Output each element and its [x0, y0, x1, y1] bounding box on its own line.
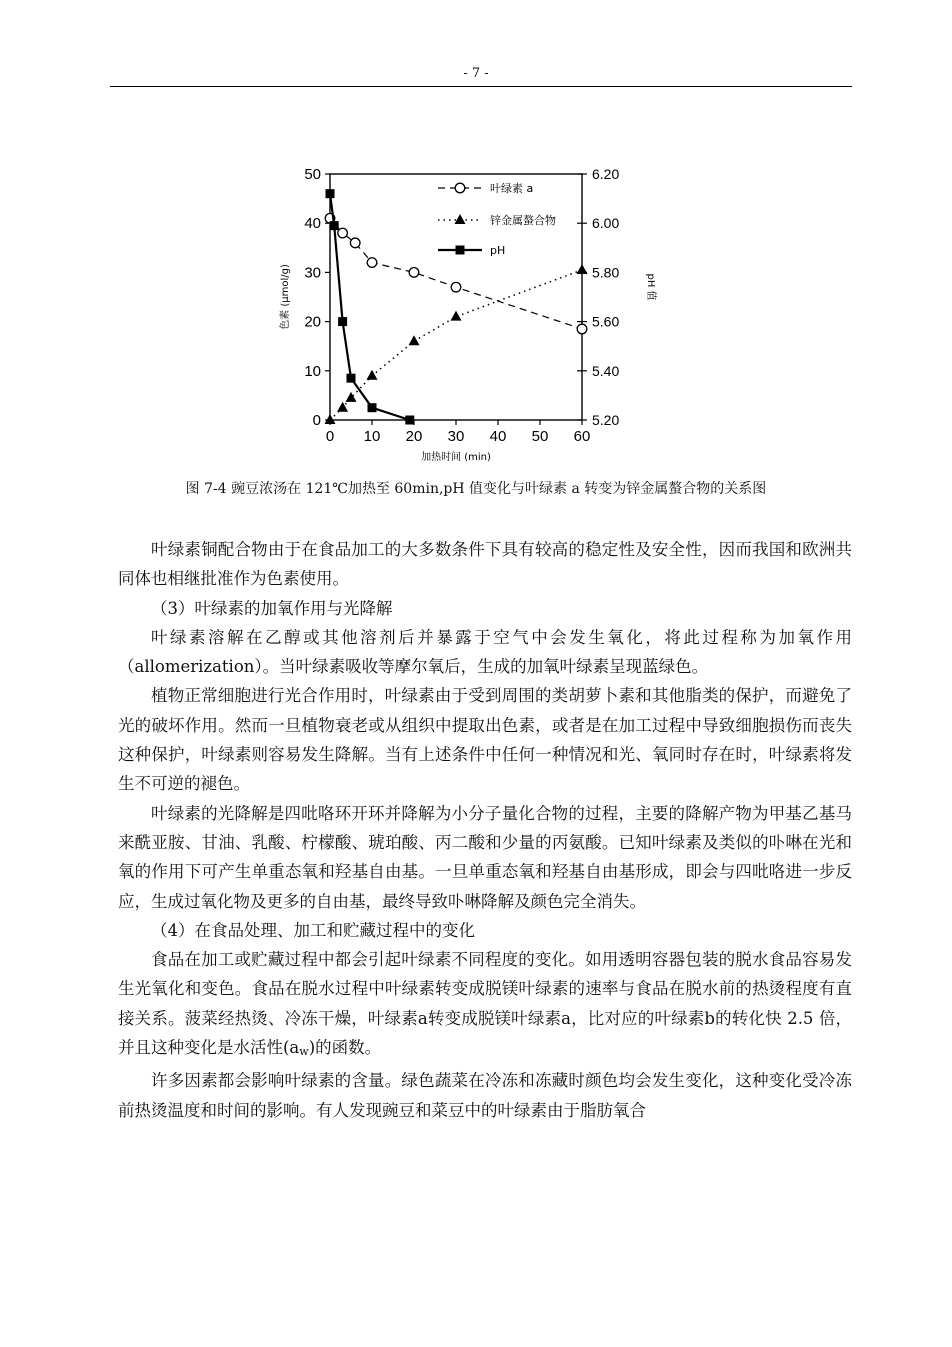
- x-axis-label: 加热时间 (min): [421, 452, 491, 463]
- series-0-point: [409, 268, 419, 278]
- y-tick-label: 50: [304, 166, 321, 183]
- y-tick-label: 0: [312, 412, 321, 429]
- y2-tick-label: 5.40: [592, 362, 620, 379]
- y-axis-label: 色素 (μmol/g): [280, 264, 291, 330]
- series-0-point: [451, 282, 461, 292]
- legend-label-2: pH: [490, 244, 506, 257]
- page-number: - 7 -: [463, 66, 489, 81]
- paragraph-5-text: 食品在加工或贮藏过程中都会引起叶绿素不同程度的变化。如用透明容器包装的脱水食品容易发生光氧化和变色。食品在脱水过程中叶绿素转变成脱镁叶绿素的速率与食品在脱水前的热烫程度有直接关系。菠菜经热烫、冷冻干燥，叶绿素a转变成脱镁叶绿素a，比对应的叶绿素b的转化快 2.5 倍，并且这种变化是水活性(a: [118, 950, 852, 1058]
- water-activity-subscript: w: [299, 1045, 309, 1059]
- y2-tick-label: 6.00: [592, 215, 620, 232]
- plot-frame: [330, 174, 582, 420]
- y2-tick-label: 5.60: [592, 313, 620, 330]
- y-tick-label: 30: [304, 264, 321, 282]
- y-tick-label: 20: [304, 313, 321, 331]
- x-tick-label: 20: [405, 428, 423, 445]
- y2-tick-label: 6.20: [592, 166, 620, 182]
- legend-marker-2: [456, 246, 465, 255]
- series-1-point: [337, 402, 348, 412]
- y2-tick-label: 5.80: [592, 264, 620, 281]
- section-heading-3: （3）叶绿素的加氧作用与光降解: [151, 598, 393, 618]
- y2-tick-label: 5.20: [592, 412, 620, 428]
- series-2-point: [330, 221, 339, 230]
- series-1-point: [367, 370, 378, 380]
- series-2-point: [338, 317, 347, 326]
- legend-marker-0: [455, 183, 465, 193]
- paragraph-3: 植物正常细胞进行光合作用时，叶绿素由于受到周围的类胡萝卜素和其他脂类的保护，而避免了光的破坏作用。然而一旦植物衰老或从组织中提取出色素，或者是在加工过程中导致细胞损伤而丧失这种保护，叶绿素则容易发生降解。当有上述条件中任何一种情况和光、氧同时存在时，叶绿素将发生不可逆的褪色。: [118, 686, 852, 794]
- paragraph-5-end: )的函数。: [308, 1038, 382, 1058]
- x-tick-label: 0: [325, 428, 335, 445]
- legend-label-0: 叶绿素 a: [490, 182, 534, 195]
- x-tick-label: 30: [447, 428, 465, 445]
- paragraph-2: 叶绿素溶解在乙醇或其他溶剂后并暴露于空气中会发生氧化，将此过程称为加氧作用（allomerization）。当叶绿素吸收等摩尔氧后，生成的加氧叶绿素呈现蓝绿色。: [118, 627, 852, 677]
- paragraph-6: 许多因素都会影响叶绿素的含量。绿色蔬菜在冷冻和冻藏时颜色均会发生变化，这种变化受冷冻前热烫温度和时间的影响。有人发现豌豆和菜豆中的叶绿素由于脂肪氧合: [118, 1071, 852, 1120]
- x-tick-label: 10: [363, 428, 381, 445]
- section-heading-4: （4）在食品处理、加工和贮藏过程中的变化: [151, 920, 475, 940]
- legend-marker-1: [455, 214, 466, 224]
- y-tick-label: 10: [304, 362, 321, 380]
- series-2-point: [368, 403, 377, 412]
- series-0-point: [577, 324, 587, 334]
- series-2-point: [347, 374, 356, 383]
- series-1-point: [451, 311, 462, 321]
- series-0-point: [350, 238, 360, 248]
- chart: [260, 150, 680, 480]
- figure-caption: 图 7-4 豌豆浓汤在 121℃加热至 60min,pH 值变化与叶绿素 a 转变为锌金属螯合物的关系图: [185, 481, 767, 497]
- body-text: [118, 535, 852, 1125]
- paragraph-1: 叶绿素铜配合物由于在食品加工的大多数条件下具有较高的稳定性及安全性，因而我国和欧洲共同体也相继批准作为色素使用。: [118, 540, 852, 589]
- series-0-point: [338, 228, 348, 238]
- x-tick-label: 50: [531, 428, 549, 445]
- legend-label-1: 锌金属螯合物: [490, 214, 556, 227]
- series-1-point: [409, 335, 420, 345]
- y-tick-label: 40: [304, 215, 321, 233]
- y2-axis-label: pH 值: [645, 273, 656, 301]
- series-2-point: [405, 416, 414, 425]
- series-2-point: [326, 189, 335, 198]
- x-tick-label: 40: [489, 428, 507, 445]
- header-rule: [110, 86, 852, 87]
- figure: [260, 150, 680, 480]
- x-tick-label: 60: [573, 428, 591, 445]
- series-1-point: [346, 392, 357, 402]
- paragraph-5: [118, 945, 852, 1066]
- paragraph-4: 叶绿素的光降解是四吡咯环开环并降解为小分子量化合物的过程，主要的降解产物为甲基乙基马来酰亚胺、甘油、乳酸、柠檬酸、琥珀酸、丙二酸和少量的丙氨酸。已知叶绿素及类似的卟啉在光和氧的作用下可产生单重态氧和羟基自由基。一旦单重态氧和羟基自由基形成，即会与四吡咯进一步反应，生成过氧化物及更多的自由基，最终导致卟啉降解及颜色完全消失。: [118, 803, 852, 911]
- series-0-point: [367, 258, 377, 268]
- series-1-point: [577, 264, 588, 274]
